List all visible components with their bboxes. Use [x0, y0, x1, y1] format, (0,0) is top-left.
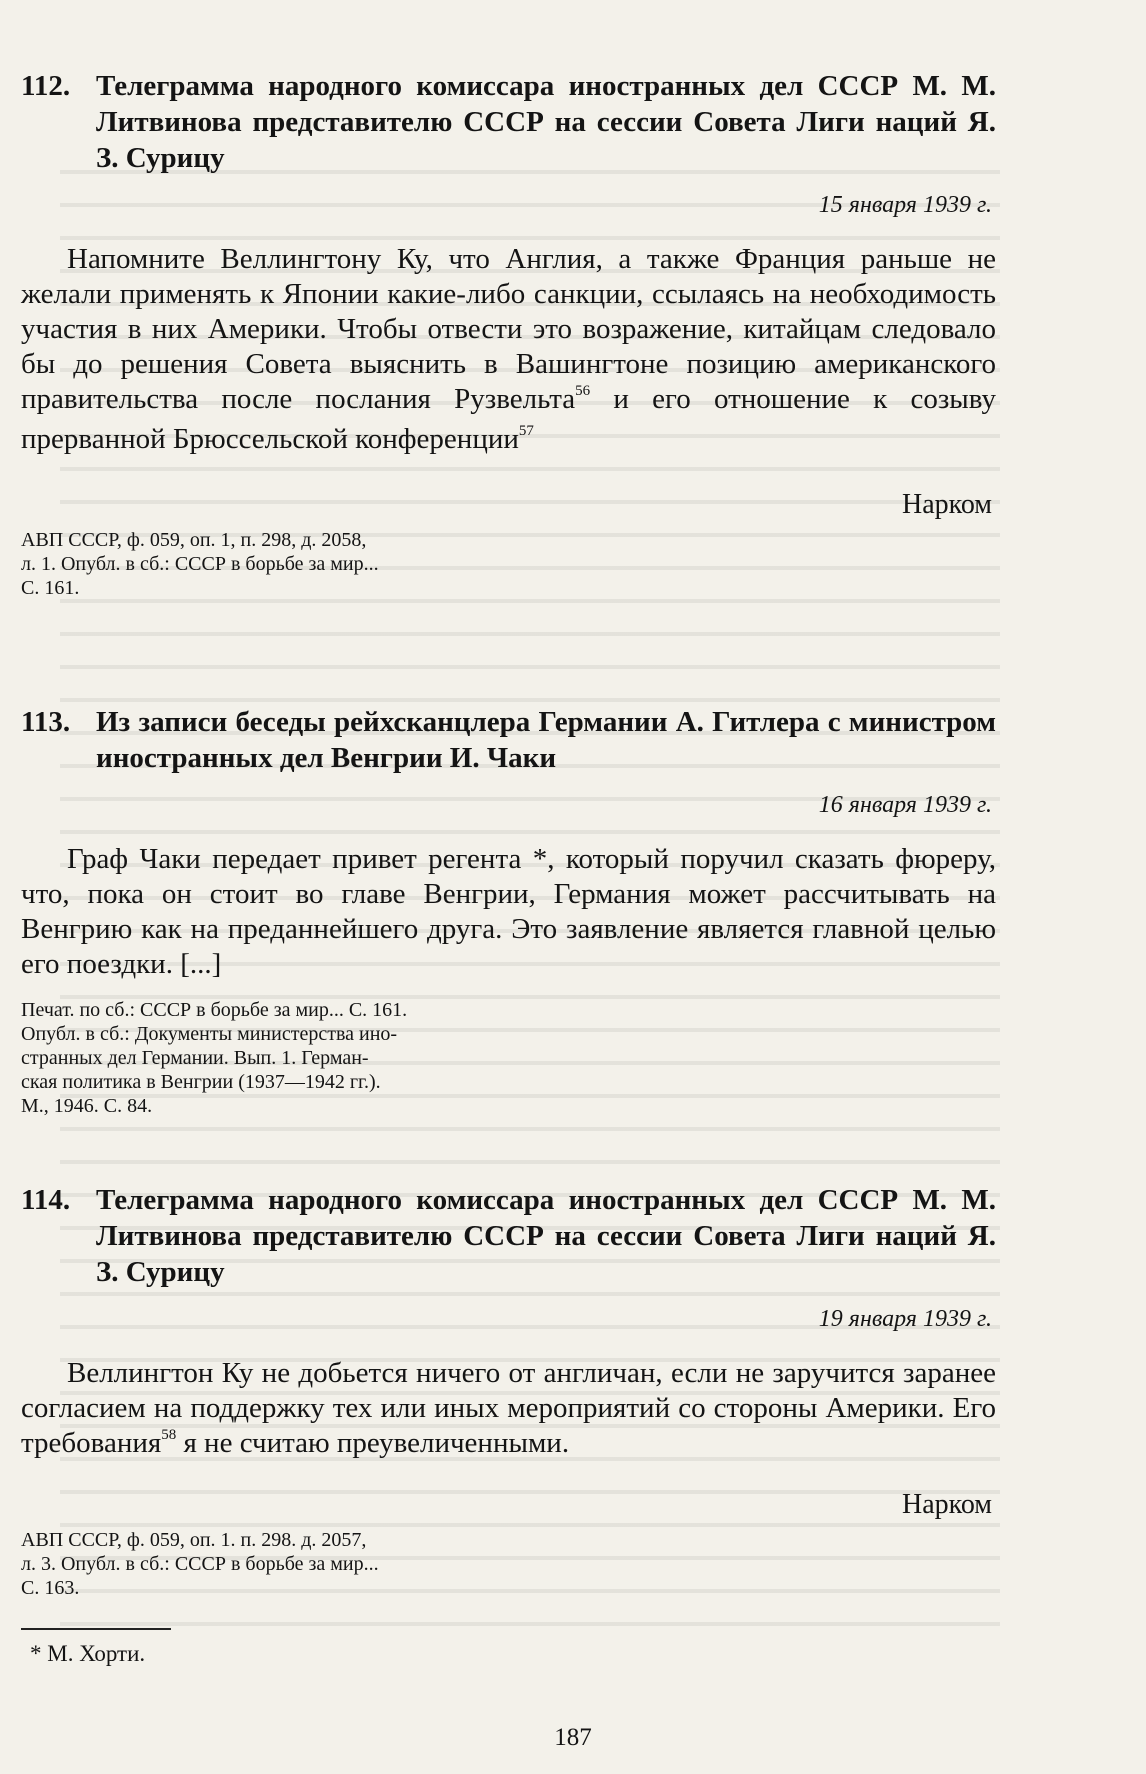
archive-source: [21, 528, 581, 600]
document-title: Из записи беседы рейхсканцлера Германии А. Гитлера с министром иностранных дел Венгрии И. Чаки: [96, 706, 996, 774]
page-number: 187: [554, 1724, 592, 1751]
archive-source: [21, 998, 581, 1118]
document-heading: [21, 704, 996, 776]
document-114: [21, 1182, 996, 1600]
footnote: * М. Хорти.: [30, 1641, 146, 1666]
source-line: Опубл. в сб.: Документы министерства ино-: [21, 1023, 398, 1045]
document-number: 113.: [21, 706, 71, 738]
source-line: АВП СССР, ф. 059, оп. 1, п. 298, д. 2058,: [21, 529, 367, 551]
footnote-ref: 56: [575, 383, 591, 399]
text-segment: Веллингтон Ку не добьется ничего от англичан, если не заручится заранее согласием на поддержку тех или иных мероприятий со стороны Америки. Его требования: [21, 1357, 996, 1459]
source-line: АВП СССР, ф. 059, оп. 1. п. 298. д. 2057,: [21, 1529, 367, 1551]
document-heading: [21, 1182, 996, 1290]
document-title: Телеграмма народного комиссара иностранных дел СССР М. М. Литвинова представителю СССР на сессии Совета Лиги наций Я. З. Сурицу: [96, 70, 996, 174]
document-112: [21, 68, 996, 600]
text-segment: Напомните Веллингтону Ку, что Англия, а также Франция раньше не желали применять к Японии какие-либо санкции, ссылаясь на необходимость участия в них Америки. Чтобы отвести это возражение, китайцам следовало бы до решения Совета выяснить в Вашингтоне позицию американского правительства после послания Рузвельта: [21, 243, 996, 415]
footnote-ref: 57: [518, 423, 534, 439]
text-segment: Граф Чаки передает привет регента *, который поручил сказать фюреру, что, пока он стоит во главе Венгрии, Германия может рассчитывать на Венгрию как на преданнейшего друга. Это заявление является главной целью его поездки. [...]: [21, 843, 996, 980]
document-heading: [21, 68, 996, 176]
document-date: 19 января 1939 г.: [818, 1306, 992, 1332]
document-title: Телеграмма народного комиссара иностранных дел СССР М. М. Литвинова представителю СССР на сессии Совета Лиги наций Я. З. Сурицу: [96, 1184, 996, 1288]
footnote-ref: 58: [161, 1427, 177, 1443]
document-113: [21, 704, 996, 1118]
source-line: Печат. по сб.: СССР в борьбе за мир... С. 161.: [21, 999, 408, 1021]
document-text: [21, 242, 996, 462]
signature: Нарком: [901, 1489, 992, 1520]
source-line: л. 1. Опубл. в сб.: СССР в борьбе за мир...: [21, 553, 379, 575]
document-date: 15 января 1939 г.: [818, 192, 992, 218]
archive-source: [21, 1528, 581, 1600]
text-segment: и его отношение к созыву прерванной Брюссельской конференции: [21, 383, 996, 455]
source-line: С. 161.: [21, 577, 80, 599]
source-line: л. 3. Опубл. в сб.: СССР в борьбе за мир...: [21, 1553, 379, 1575]
text-segment: я не считаю преувеличенными.: [176, 1427, 570, 1459]
document-number: 112.: [21, 70, 71, 102]
source-line: странных дел Германии. Вып. 1. Герман-: [21, 1047, 369, 1069]
source-line: М., 1946. С. 84.: [21, 1095, 153, 1117]
document-date: 16 января 1939 г.: [818, 792, 992, 818]
signature: Нарком: [901, 489, 992, 520]
footnote-divider: [21, 1628, 171, 1630]
document-number: 114.: [21, 1184, 71, 1216]
source-line: ская политика в Венгрии (1937—1942 гг.).: [21, 1071, 381, 1093]
source-line: С. 163.: [21, 1577, 80, 1599]
document-text: [21, 1356, 996, 1466]
document-text: [21, 842, 996, 982]
